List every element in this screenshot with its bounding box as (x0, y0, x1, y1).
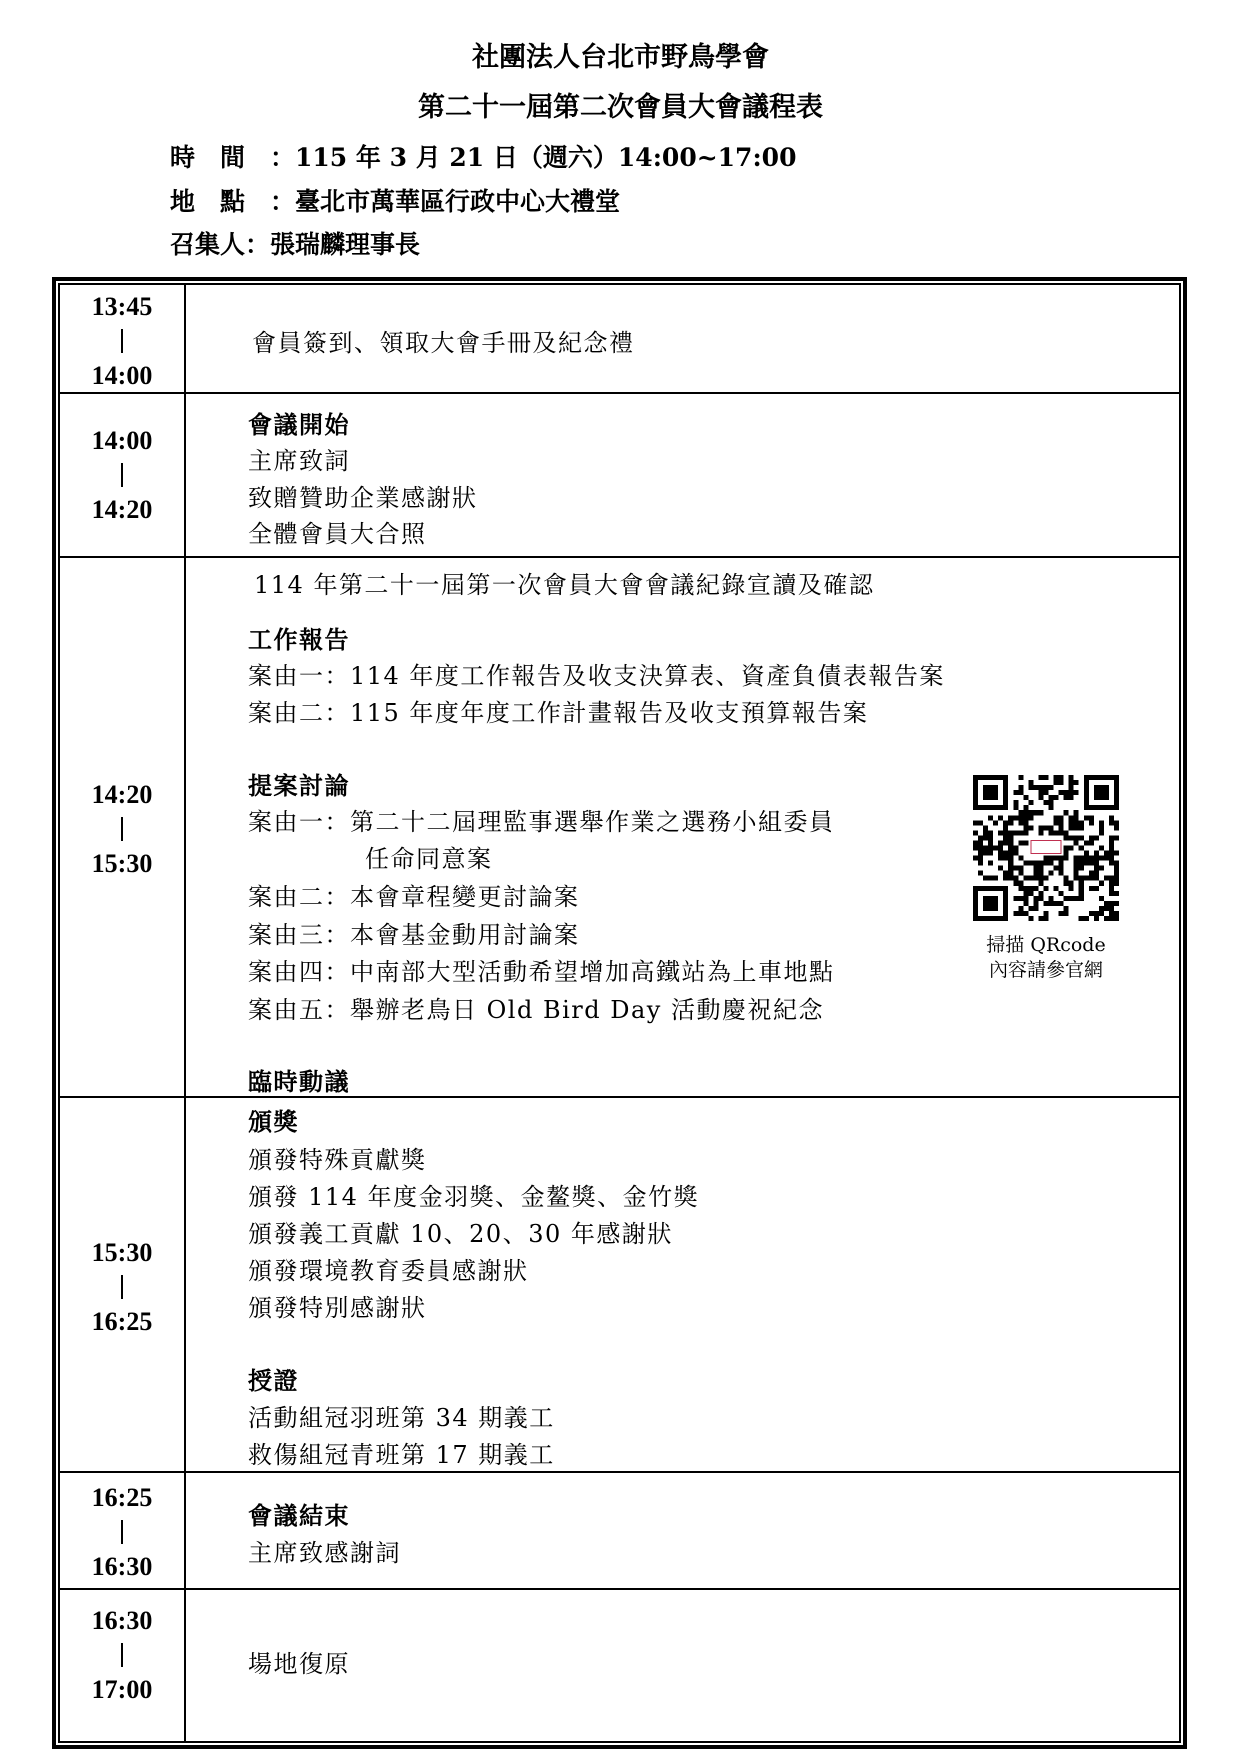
agenda-item: 案由一：第二十二屆理監事選舉作業之選務小組委員 (248, 808, 835, 836)
agenda-item: 主席致感謝詞 (248, 1539, 401, 1567)
place-label: 地 點 ： (170, 187, 296, 216)
time-start: 14:20 (91, 780, 153, 809)
agenda-item: 頒發特別感謝狀 (248, 1294, 427, 1322)
time-column-divider (184, 283, 186, 1743)
place-value: 臺北市萬華區行政中心大禮堂 (295, 187, 621, 216)
time-start: 15:30 (91, 1238, 153, 1267)
row-divider (58, 1096, 1181, 1098)
time-label: 時 間 ： (170, 143, 296, 172)
time-start: 13:45 (91, 292, 153, 321)
agenda-item: 案由五：舉辦老鳥日 Old Bird Day 活動慶祝紀念 (248, 996, 824, 1024)
qr-caption: 掃描 QRcode (986, 934, 1106, 956)
time-slot (60, 1481, 184, 1584)
section-heading: 臨時動議 (248, 1067, 350, 1096)
agenda-item: 案由四：中南部大型活動希望增加高鐵站為上車地點 (248, 958, 835, 986)
qr-caption: 內容請參官網 (988, 959, 1103, 981)
section-heading: 提案討論 (248, 771, 350, 800)
time-end: 15:30 (91, 849, 153, 878)
convener-value: 張瑞麟理事長 (270, 230, 421, 259)
agenda-item: 頒發環境教育委員感謝狀 (248, 1257, 529, 1285)
agenda-item: 活動組冠羽班第 34 期義工 (248, 1404, 555, 1432)
time-range-bar (121, 1520, 123, 1544)
agenda-item: 114 年第二十一屆第一次會員大會會議紀錄宣讀及確認 (254, 571, 875, 599)
time-range-bar (121, 1275, 123, 1299)
meeting-convener (170, 228, 420, 262)
agenda-item: 救傷組冠青班第 17 期義工 (248, 1441, 555, 1469)
agenda-item: 致贈贊助企業感謝狀 (248, 484, 478, 512)
agenda-item: 案由一：114 年度工作報告及收支決算表、資產負債表報告案 (248, 662, 945, 690)
document-title: 第二十一屆第二次會員大會議程表 (418, 92, 823, 123)
section-heading: 會議結束 (248, 1501, 350, 1530)
time-end: 17:00 (91, 1675, 153, 1704)
time-start: 16:30 (91, 1606, 153, 1635)
agenda-item: 頒發特殊貢獻獎 (248, 1146, 427, 1174)
organization-name: 社團法人台北市野鳥學會 (472, 42, 769, 73)
time-end: 16:30 (91, 1552, 153, 1581)
section-heading: 工作報告 (248, 625, 350, 654)
time-range-bar (121, 1643, 123, 1667)
meeting-place (170, 185, 620, 219)
row-divider (58, 1588, 1181, 1590)
agenda-item: 案由三：本會基金動用討論案 (248, 921, 580, 949)
agenda-item: 頒發義工貢獻 10、20、30 年感謝狀 (248, 1220, 673, 1248)
qr-code-image[interactable] (973, 775, 1119, 921)
row-divider (58, 392, 1181, 394)
section-heading: 頒獎 (248, 1107, 299, 1136)
agenda-item: 主席致詞 (248, 447, 350, 475)
time-start: 16:25 (91, 1483, 153, 1512)
agenda-item: 場地復原 (248, 1650, 350, 1678)
time-slot (60, 424, 184, 527)
time-slot (60, 1604, 184, 1707)
section-heading: 會議開始 (248, 410, 350, 439)
agenda-item: 案由二：115 年度年度工作計畫報告及收支預算報告案 (248, 699, 869, 727)
time-slot (60, 778, 184, 881)
row-divider (58, 556, 1181, 558)
agenda-item: 頒發 114 年度金羽獎、金鳌獎、金竹獎 (248, 1183, 700, 1211)
time-end: 16:25 (91, 1307, 153, 1336)
agenda-item: 全體會員大合照 (248, 520, 427, 548)
section-heading: 授證 (248, 1366, 299, 1395)
time-range-bar (121, 463, 123, 487)
time-end: 14:00 (91, 361, 153, 390)
row-divider (58, 1471, 1181, 1473)
time-end: 14:20 (91, 495, 153, 524)
time-slot (60, 1236, 184, 1339)
time-value: 115 年 3 月 21 日（週六）14:00~17:00 (295, 143, 797, 172)
time-slot (60, 290, 184, 393)
time-range-bar (121, 329, 123, 353)
time-start: 14:00 (91, 426, 153, 455)
convener-label: 召集人： (170, 230, 271, 259)
agenda-item: 案由二：本會章程變更討論案 (248, 883, 580, 911)
meeting-time (170, 141, 796, 175)
agenda-item-continuation: 任命同意案 (365, 845, 493, 873)
agenda-item: 會員簽到、領取大會手冊及紀念禮 (252, 329, 635, 357)
time-range-bar (121, 817, 123, 841)
